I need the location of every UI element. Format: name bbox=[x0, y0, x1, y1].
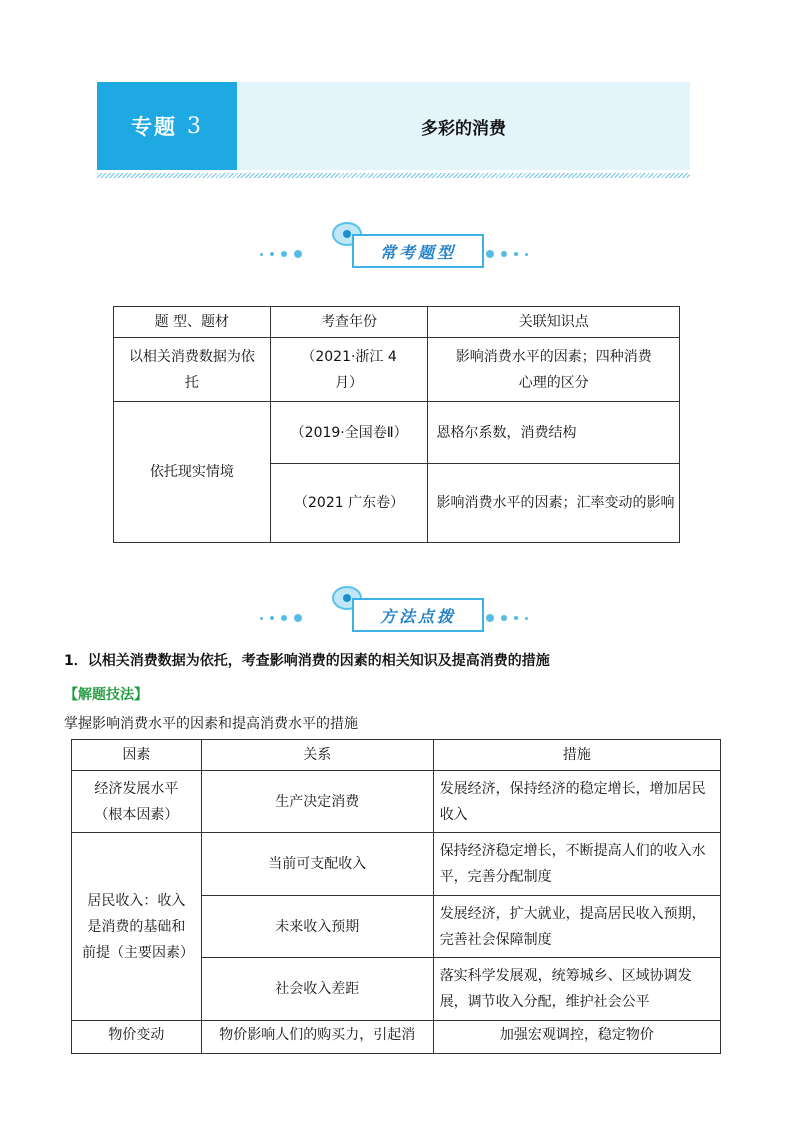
table-cell: 恩格尔系数，消费结构 bbox=[428, 402, 680, 464]
tip-label: 【解题技法】 bbox=[64, 687, 148, 703]
table-header: 措施 bbox=[433, 740, 720, 771]
table-cell: 保持经济稳定增长，不断提高人们的收入水平，完善分配制度 bbox=[433, 833, 720, 896]
topic-number: 3 bbox=[187, 113, 203, 139]
dots-decoration bbox=[486, 250, 528, 258]
table-cell: 生产决定消费 bbox=[201, 771, 433, 833]
table-cell: （2021 广东卷） bbox=[270, 464, 428, 543]
topic-tag-label: 专题 bbox=[131, 114, 177, 139]
table-header: 因素 bbox=[72, 740, 202, 771]
table-header: 题 型、题材 bbox=[114, 307, 271, 338]
table-cell: 影响消费水平的因素；汇率变动的影响 bbox=[428, 464, 680, 543]
table-row bbox=[72, 771, 721, 833]
section-badge-methods bbox=[254, 586, 554, 638]
method-heading: 1．以相关消费数据为依托，考查影响消费的因素的相关知识及提高消费的措施 bbox=[64, 653, 550, 669]
section-title-exam-types: 常考题型 bbox=[352, 234, 484, 268]
table-row bbox=[72, 833, 721, 896]
table-header: 关系 bbox=[201, 740, 433, 771]
table-cell: 发展经济，扩大就业，提高居民收入预期，完善社会保障制度 bbox=[433, 896, 720, 958]
table-cell: 社会收入差距 bbox=[201, 958, 433, 1021]
exam-types-table bbox=[113, 306, 680, 543]
table-row bbox=[114, 402, 680, 464]
table-row bbox=[114, 338, 680, 402]
table-cell: 物价影响人们的购买力，引起消 bbox=[201, 1021, 433, 1054]
dots-decoration bbox=[486, 614, 528, 622]
table-cell: 当前可支配收入 bbox=[201, 833, 433, 896]
page-title: 多彩的消费 bbox=[421, 118, 506, 139]
table-cell: （2019·全国卷Ⅱ） bbox=[270, 402, 428, 464]
table-cell: （2021·浙江 4 月） bbox=[270, 338, 428, 402]
table-cell: 影响消费水平的因素；四种消费心理的区分 bbox=[428, 338, 680, 402]
table-cell: 经济发展水平（根本因素） bbox=[72, 771, 202, 833]
method-intro: 掌握影响消费水平的因素和提高消费水平的措施 bbox=[64, 716, 358, 732]
section-badge-exam-types bbox=[254, 222, 554, 274]
topic-tag bbox=[97, 82, 237, 170]
table-cell: 未来收入预期 bbox=[201, 896, 433, 958]
dots-decoration bbox=[260, 250, 302, 258]
table-header-row bbox=[114, 307, 680, 338]
table-header: 考查年份 bbox=[270, 307, 428, 338]
table-cell: 物价变动 bbox=[72, 1021, 202, 1054]
factors-table bbox=[71, 739, 721, 1054]
table-header-row bbox=[72, 740, 721, 771]
table-cell: 以相关消费数据为依托 bbox=[114, 338, 271, 402]
table-cell: 落实科学发展观，统筹城乡、区域协调发展，调节收入分配，维护社会公平 bbox=[433, 958, 720, 1021]
header-banner bbox=[97, 82, 690, 170]
section-title-methods: 方法点拨 bbox=[352, 598, 484, 632]
banner-divider bbox=[97, 173, 690, 178]
table-row bbox=[72, 1021, 721, 1054]
table-cell: 发展经济，保持经济的稳定增长，增加居民收入 bbox=[433, 771, 720, 833]
table-cell: 居民收入：收入是消费的基础和前提（主要因素） bbox=[72, 833, 202, 1021]
table-cell: 加强宏观调控，稳定物价 bbox=[433, 1021, 720, 1054]
dots-decoration bbox=[260, 614, 302, 622]
table-cell: 依托现实情境 bbox=[114, 402, 271, 543]
table-header: 关联知识点 bbox=[428, 307, 680, 338]
